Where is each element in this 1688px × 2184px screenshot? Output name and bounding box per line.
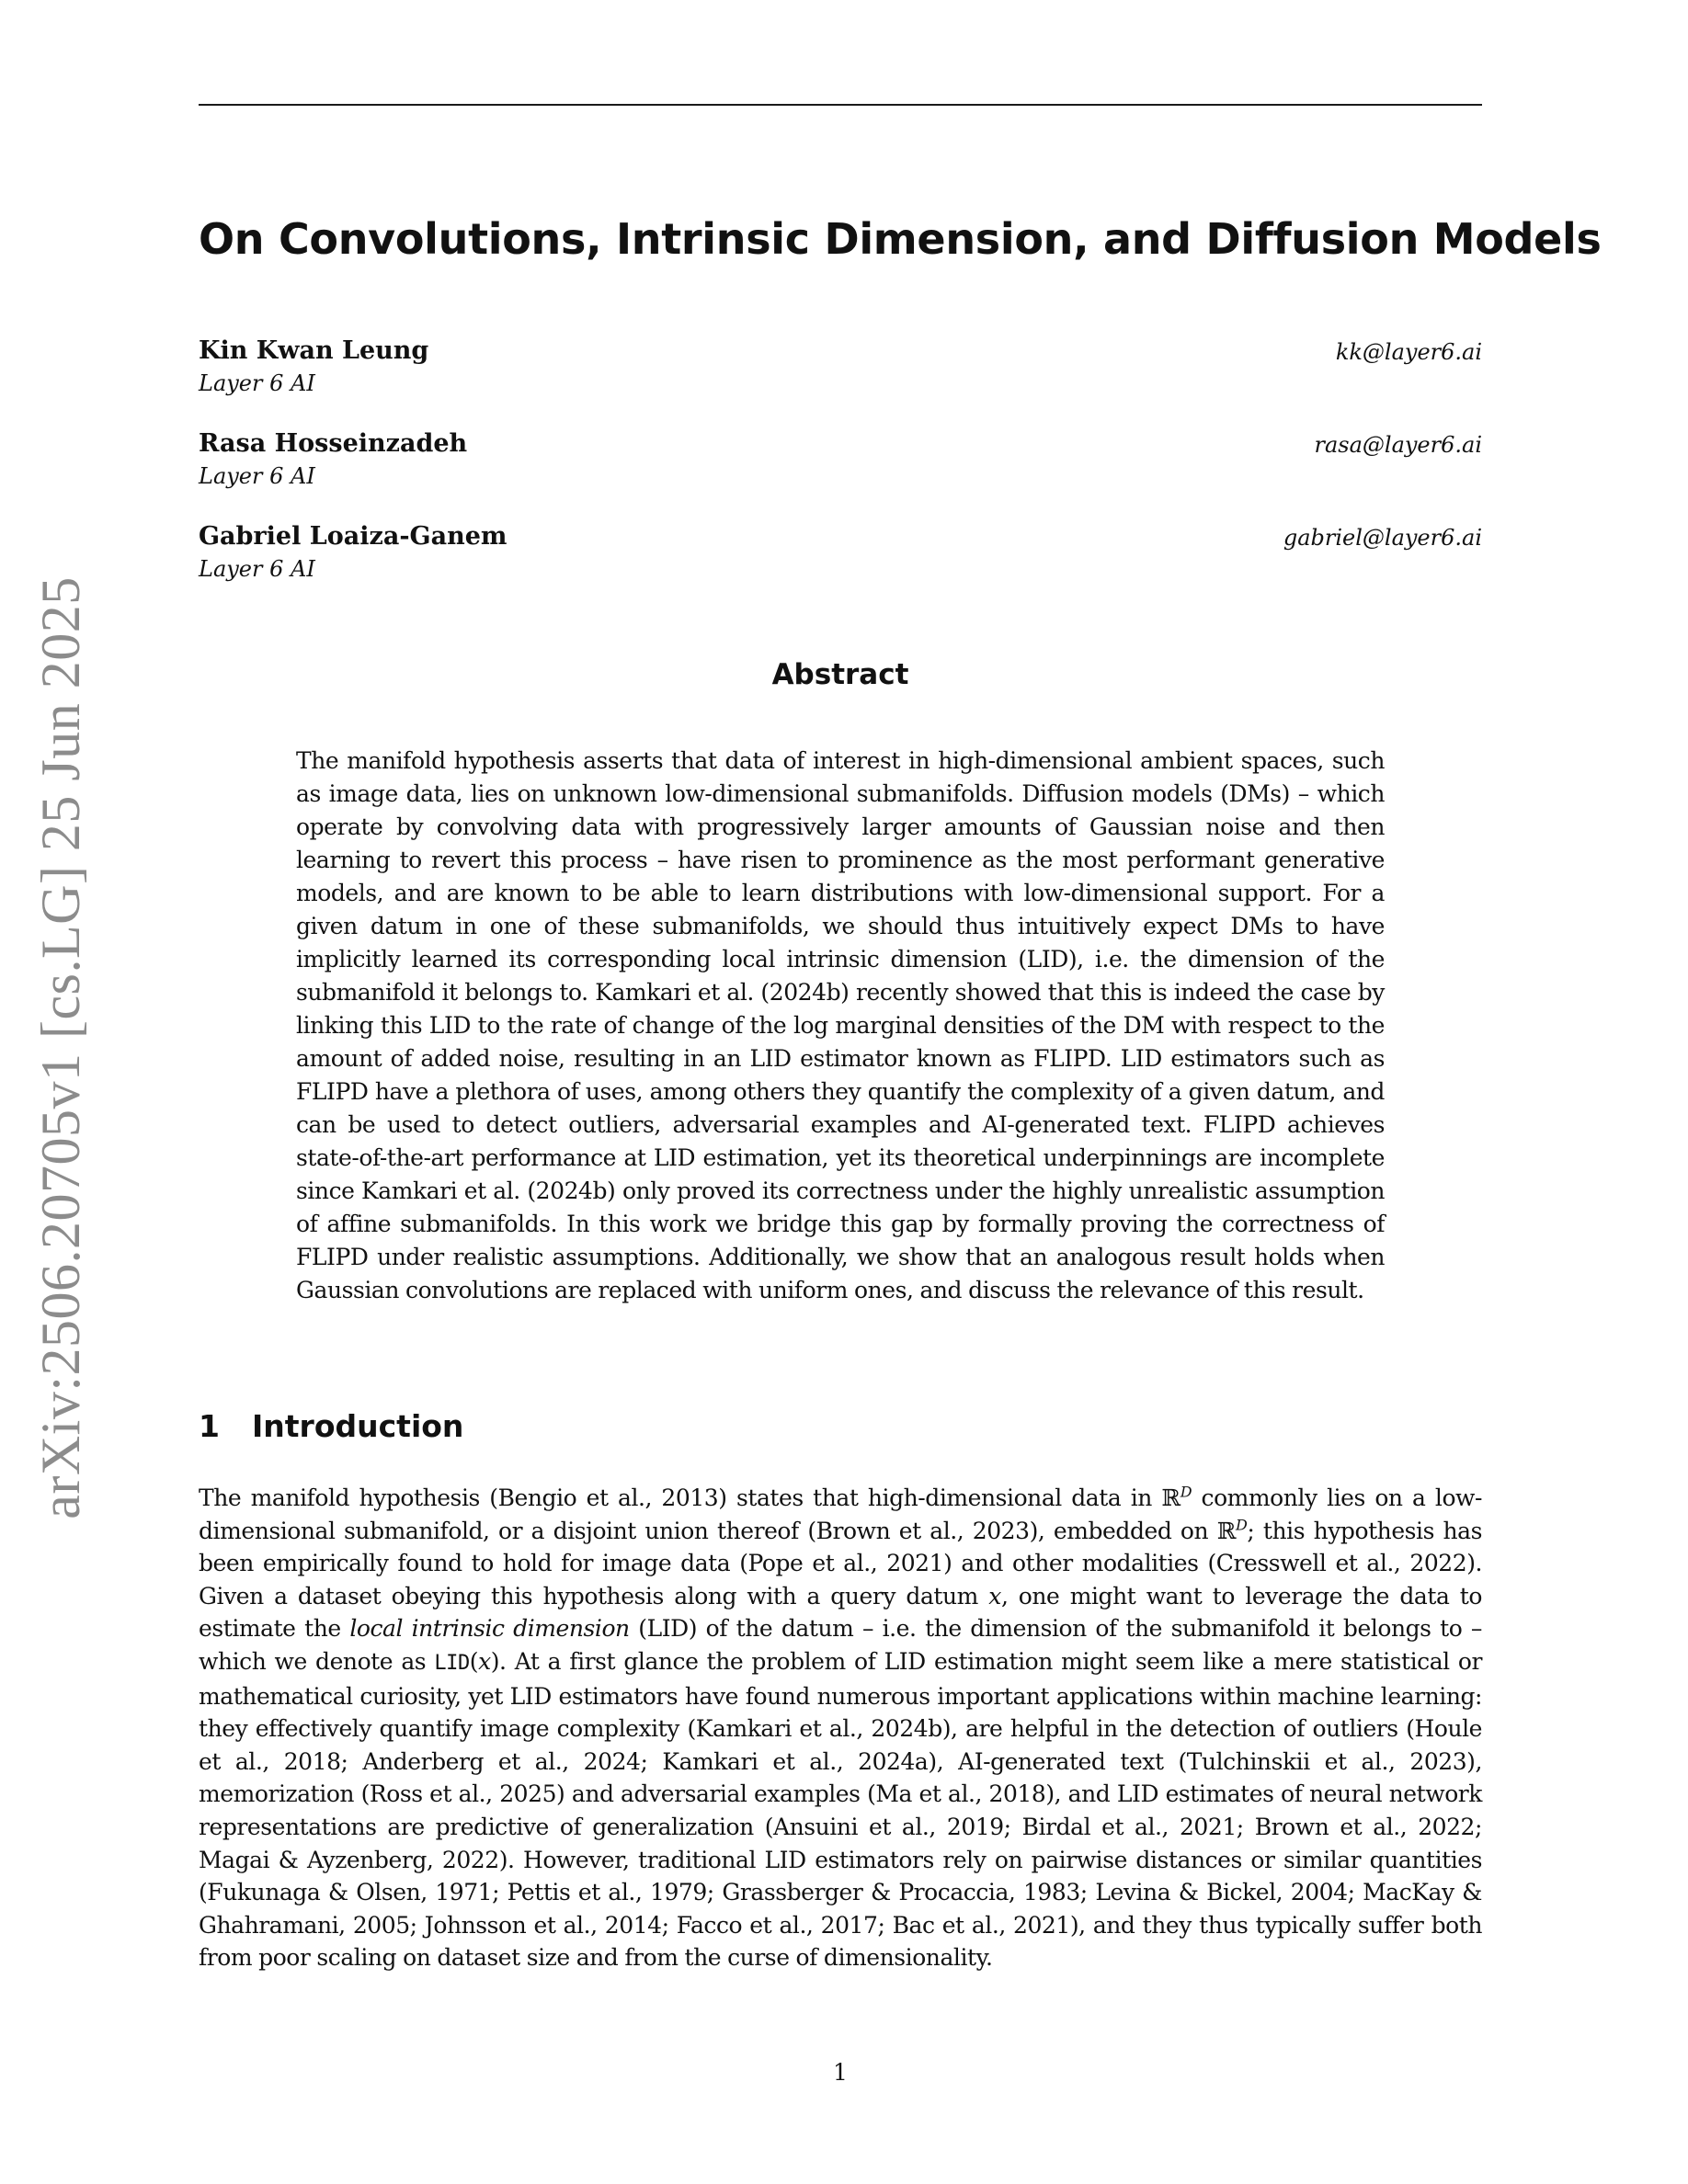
intro-text-run: The manifold hypothesis (Bengio et al., 2013) states that high-dimensional data in ℝ [199, 1484, 1180, 1511]
author-block [199, 521, 1482, 586]
author-block [199, 336, 1482, 400]
author-name: Gabriel Loaiza-Ganem [199, 522, 508, 551]
intro-text-run: ; this hypothesis has been empirically found to hold for image data (Pope et al., 2021) and other modalities (Cresswell et al., 2022). Given a dataset obeying this hypothesis along with a query datum [199, 1517, 1482, 1610]
math-variable-x: x [988, 1582, 1001, 1610]
author-email: gabriel@layer6.ai [1283, 525, 1482, 551]
abstract-heading: Abstract [771, 658, 909, 691]
superscript-d: D [1236, 1516, 1248, 1534]
math-variable-x: x [478, 1647, 491, 1675]
intro-text-run: commonly lies on a low-dimensional submanifold, or a disjoint union thereof (Brown et al., 2023), embedded on ℝ [199, 1484, 1482, 1544]
header-rule [199, 104, 1482, 106]
intro-text-run: ( [469, 1647, 479, 1675]
emphasized-term: local intrinsic dimension [349, 1615, 630, 1643]
page-number: 1 [833, 2059, 848, 2086]
author-name: Kin Kwan Leung [199, 336, 429, 365]
author-email: kk@layer6.ai [1335, 339, 1482, 365]
intro-text-run: ). At a first glance the problem of LID estimation might seem like a mere statistical or mathematical curiosity, yet LID estimators have found numerous important applications within machine learning: they effectively quantify image complexity (Kamkari et al., 2024b), are helpful in the detection of outliers (Houle et al., 2018; Anderberg et al., 2024; Kamkari et al., 2024a), AI-generated text (Tulchinskii et al., 2023), memorization (Ross et al., 2025) and adversarial examples (Ma et al., 2018), and LID estimates of neural network representations are predictive of generalization (Ansuini et al., 2019; Birdal et al., 2021; Brown et al., 2022; Magai & Ayzenberg, 2022). However, traditional LID estimators rely on pairwise distances or similar quantities (Fukunaga & Olsen, 1971; Pettis et al., 1979; Grassberger & Procaccia, 1983; Levina & Bickel, 2004; MacKay & Ghahramani, 2005; Johnsson et al., 2014; Facco et al., 2017; Bac et al., 2021), and they thus typically suffer both from poor scaling on dataset size and from the curse of dimensionality. [199, 1647, 1482, 1972]
intro-text-run: (LID) of the datum – i.e. the dimension of the submanifold it belongs to – which we denote as [199, 1615, 1482, 1675]
introduction-paragraph [199, 1482, 1482, 1974]
section-number: 1 [199, 1408, 220, 1444]
author-block [199, 428, 1482, 493]
arxiv-identifier-text: arXiv:2506.20705v1 [cs.LG] 25 Jun 2025 [30, 576, 91, 1519]
abstract-text: The manifold hypothesis asserts that data of interest in high-dimensional ambient spaces, such as image data, lies on unknown low-dimensional submanifolds. Diffusion models (DMs) – which operate by convolving data with progressively larger amounts of Gaussian noise and then learning to revert this process – have risen to prominence as the most performant generative models, and are known to be able to learn distributions with low-dimensional support. For a given datum in one of these submanifolds, we should thus intuitively expect DMs to have implicitly learned its corresponding local intrinsic dimension (LID), i.e. the dimension of the submanifold it belongs to. Kamkari et al. (2024b) recently showed that this is indeed the case by linking this LID to the rate of change of the log marginal densities of the DM with respect to the amount of added noise, resulting in an LID estimator known as FLIPD. LID estimators such as FLIPD have a plethora of uses, among others they quantify the complexity of a given datum, and can be used to detect outliers, adversarial examples and AI-generated text. FLIPD achieves state-of-the-art performance at LID estimation, yet its theoretical underpinnings are incomplete since Kamkari et al. (2024b) only proved its correctness under the highly unrealistic assumption of affine submanifolds. In this work we bridge this gap by formally proving the correctness of FLIPD under realistic assumptions. Additionally, we show that an analogous result holds when Gaussian convolutions are replaced with uniform ones, and discuss the relevance of this result. [296, 747, 1385, 1303]
section-heading-introduction [199, 1407, 1482, 1446]
author-email: rasa@layer6.ai [1314, 432, 1482, 458]
author-affiliation: Layer 6 AI [199, 463, 315, 489]
section-title: Introduction [252, 1408, 464, 1444]
lid-operator: LID [434, 1651, 470, 1675]
author-name: Rasa Hosseinzadeh [199, 429, 468, 458]
author-affiliation: Layer 6 AI [199, 370, 315, 396]
superscript-d: D [1180, 1483, 1192, 1501]
author-affiliation: Layer 6 AI [199, 556, 315, 582]
intro-text-run: , one might want to leverage the data to estimate the [199, 1582, 1482, 1643]
paper-title: On Convolutions, Intrinsic Dimension, and Diffusion Models [199, 214, 1602, 264]
